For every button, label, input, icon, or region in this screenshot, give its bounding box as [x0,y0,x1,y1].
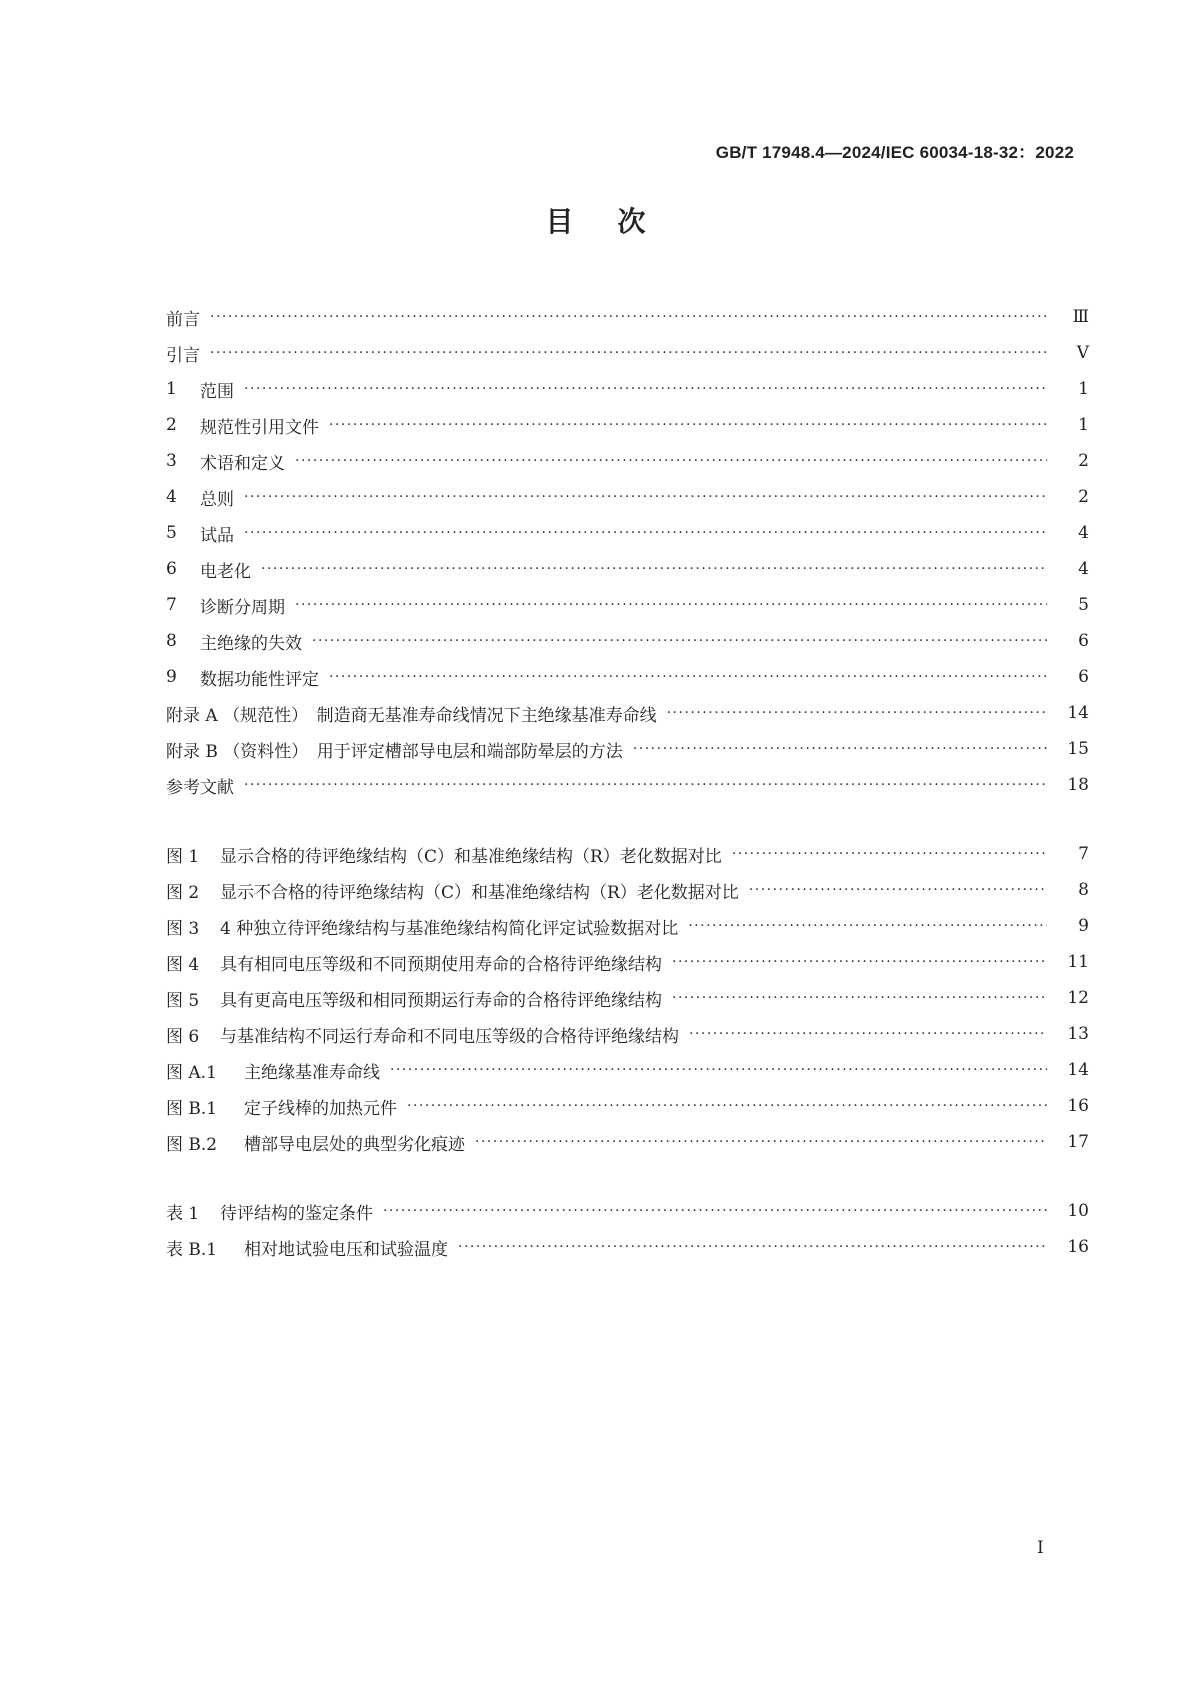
toc-entry-label: 附录 A （规范性） 制造商无基准寿命线情况下主绝缘基准寿命线 [166,705,657,726]
toc-entry-introduction[interactable] [166,335,1089,371]
leader-dots [667,703,1047,723]
toc-entry-label: 定子线棒的加热元件 [244,1098,397,1119]
toc-entry-page: Ⅲ [1072,307,1089,327]
toc-entry-page: 7 [1078,844,1089,864]
leader-dots [210,343,1047,363]
toc-entry-number: 4 [166,487,177,507]
toc-entry-page: 11 [1067,952,1089,972]
toc-entry-section-1[interactable] [166,371,1089,407]
toc-entry-number: 1 [166,379,177,399]
toc-entry-number: 2 [166,415,177,435]
toc-entry-label: 相对地试验电压和试验温度 [244,1239,448,1260]
toc-figure-5[interactable] [166,980,1089,1016]
toc-entry-page: 10 [1067,1201,1089,1221]
toc-entry-section-3[interactable] [166,443,1089,479]
toc-entry-label: 具有更高电压等级和相同预期运行寿命的合格待评绝缘结构 [220,990,662,1011]
toc-entry-section-7[interactable] [166,587,1089,623]
toc-entry-page: 2 [1078,487,1089,507]
toc-entry-number: 3 [166,451,177,471]
leader-dots [329,667,1047,687]
toc-entry-annex-b[interactable] [166,731,1089,767]
leader-dots [295,451,1047,471]
leader-dots [244,775,1047,795]
toc-entry-section-5[interactable] [166,515,1089,551]
toc-entry-number: 8 [166,631,177,651]
leader-dots [261,559,1047,579]
leader-dots [475,1132,1047,1152]
leader-dots [244,523,1047,543]
toc-figure-b1[interactable] [166,1088,1089,1124]
leader-dots [390,1060,1047,1080]
toc-entry-page: 8 [1078,880,1089,900]
toc-entry-page: 16 [1067,1096,1089,1116]
toc-entry-page: 18 [1067,775,1089,795]
leader-dots [689,1024,1047,1044]
toc-entry-number: 图 1 [166,846,200,867]
toc-entry-label: 具有相同电压等级和不同预期使用寿命的合格待评绝缘结构 [220,954,662,975]
toc-entry-page: 9 [1078,916,1089,936]
toc-entry-page: 13 [1067,1024,1089,1044]
toc-figure-2[interactable] [166,872,1089,908]
toc-entry-page: 15 [1067,739,1089,759]
leader-dots [672,988,1047,1008]
toc-entry-label: 范围 [200,381,234,402]
toc-entry-label: 与基准结构不同运行寿命和不同电压等级的合格待评绝缘结构 [220,1026,679,1047]
toc-entry-number: 7 [166,595,177,615]
toc-figure-b2[interactable] [166,1124,1089,1160]
toc-entry-page: 16 [1067,1237,1089,1257]
toc-entry-number: 图 2 [166,882,200,903]
standard-number: GB/T 17948.4—2024/IEC 60034-18-32：2022 [715,143,1074,162]
toc-figure-6[interactable] [166,1016,1089,1052]
toc-entry-number: 图 6 [166,1026,200,1047]
toc-entry-page: Ⅴ [1076,343,1089,363]
toc-table-b1[interactable] [166,1229,1089,1265]
toc-entry-section-4[interactable] [166,479,1089,515]
toc-entry-number: 图 4 [166,954,200,975]
toc-entry-number: 表 B.1 [166,1239,218,1260]
toc-entry-label: 待评结构的鉴定条件 [220,1203,373,1224]
toc-entry-label: 前言 [166,309,200,330]
toc-entry-number: 图 3 [166,918,200,939]
leader-dots [210,307,1047,327]
toc-entry-section-9[interactable] [166,659,1089,695]
leader-dots [633,739,1047,759]
toc-entry-number: 表 1 [166,1203,200,1224]
toc-entry-page: 2 [1078,451,1089,471]
toc-entry-label: 槽部导电层处的典型劣化痕迹 [244,1134,465,1155]
toc-entry-label: 引言 [166,345,200,366]
toc-entry-number: 图 A.1 [166,1062,217,1083]
toc-entry-label: 主绝缘的失效 [200,633,302,654]
page-title: 目次 [545,205,690,238]
leader-dots [383,1201,1047,1221]
toc-entry-foreword[interactable] [166,299,1089,335]
toc-entry-page: 6 [1078,667,1089,687]
toc-entry-bibliography[interactable] [166,767,1089,803]
toc-entry-page: 1 [1078,415,1089,435]
toc-entry-page: 12 [1067,988,1089,1008]
toc-figure-a1[interactable] [166,1052,1089,1088]
leader-dots [312,631,1047,651]
toc-entry-page: 5 [1078,595,1089,615]
toc-table-1[interactable] [166,1193,1089,1229]
toc-entry-label: 附录 B （资料性） 用于评定槽部导电层和端部防晕层的方法 [166,741,623,762]
toc-entry-page: 14 [1067,1060,1089,1080]
toc-entry-page: 4 [1078,523,1089,543]
toc-entry-number: 图 5 [166,990,200,1011]
page-number: I [1037,1538,1044,1558]
leader-dots [244,487,1047,507]
toc-entry-section-8[interactable] [166,623,1089,659]
toc-entry-number: 6 [166,559,177,579]
toc-entry-number: 图 B.2 [166,1134,218,1155]
toc-entry-number: 5 [166,523,177,543]
toc-entry-label: 规范性引用文件 [200,417,319,438]
toc-entry-section-2[interactable] [166,407,1089,443]
toc-entry-label: 数据功能性评定 [200,669,319,690]
toc-figure-3[interactable] [166,908,1089,944]
toc-entry-label: 显示合格的待评绝缘结构（C）和基准绝缘结构（R）老化数据对比 [220,846,722,867]
toc-entry-label: 显示不合格的待评绝缘结构（C）和基准绝缘结构（R）老化数据对比 [220,882,739,903]
toc-figure-4[interactable] [166,944,1089,980]
toc-figure-1[interactable] [166,836,1089,872]
toc-entry-page: 1 [1078,379,1089,399]
leader-dots [407,1096,1047,1116]
toc-entry-page: 17 [1067,1132,1089,1152]
toc-entry-annex-a[interactable] [166,695,1089,731]
leader-dots [329,415,1047,435]
leader-dots [749,880,1047,900]
toc-entry-label: 试品 [200,525,234,546]
toc-entry-page: 14 [1067,703,1089,723]
leader-dots [244,379,1047,399]
table-of-contents [166,299,1089,1265]
toc-entry-label: 术语和定义 [200,453,285,474]
leader-dots [458,1237,1047,1257]
leader-dots [295,595,1047,615]
toc-entry-page: 4 [1078,559,1089,579]
group-spacer [166,1160,1089,1193]
toc-entry-page: 6 [1078,631,1089,651]
leader-dots [672,952,1047,972]
toc-entry-number: 9 [166,667,177,687]
toc-entry-label: 主绝缘基准寿命线 [244,1062,380,1083]
group-spacer [166,803,1089,836]
toc-entry-label: 4 种独立待评绝缘结构与基准绝缘结构简化评定试验数据对比 [220,918,679,939]
toc-entry-label: 总则 [200,489,234,510]
toc-entry-label: 诊断分周期 [200,597,285,618]
toc-entry-label: 电老化 [200,561,251,582]
leader-dots [732,844,1047,864]
toc-entry-label: 参考文献 [166,777,234,798]
toc-entry-section-6[interactable] [166,551,1089,587]
leader-dots [688,916,1047,936]
toc-entry-number: 图 B.1 [166,1098,218,1119]
